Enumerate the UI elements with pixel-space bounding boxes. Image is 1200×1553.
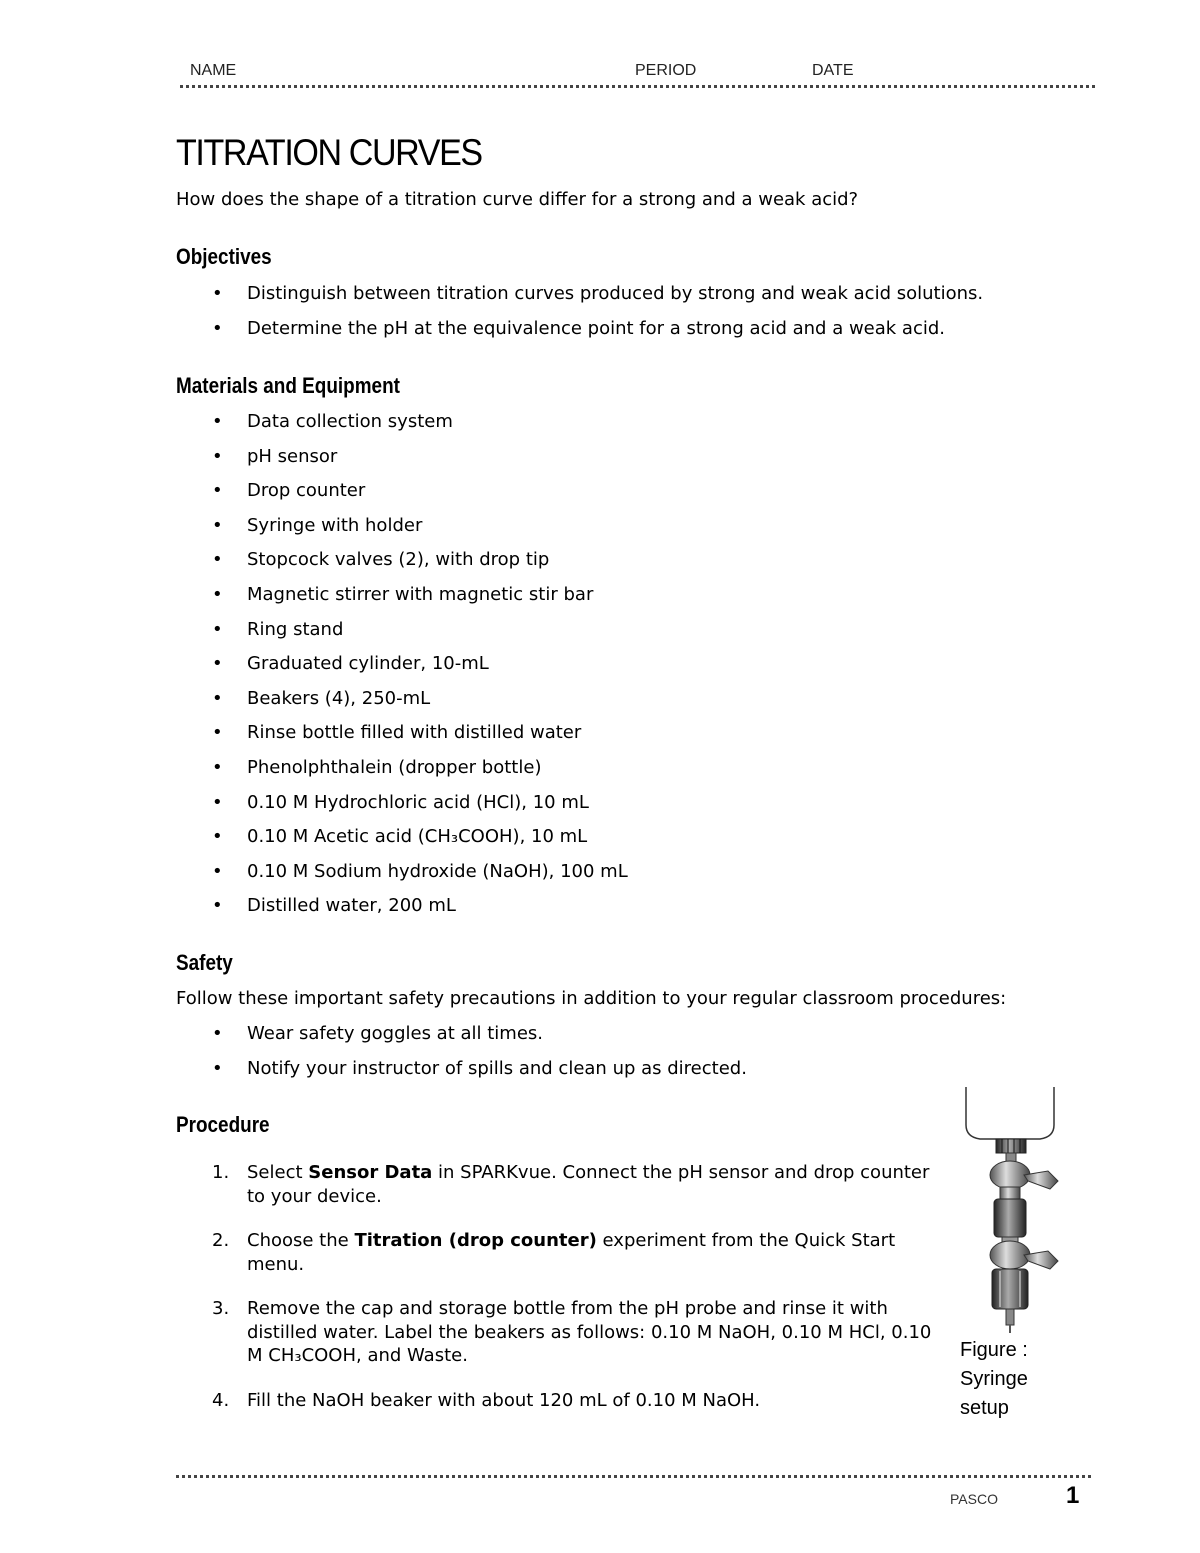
- list-item: • 0.10 M Sodium hydroxide (NaOH), 100 mL: [212, 861, 628, 896]
- page-title: TITRATION CURVES: [176, 132, 482, 173]
- list-item: • Rinse bottle filled with distilled water: [212, 722, 628, 757]
- figure-caption: [960, 1336, 1070, 1423]
- list-item: • 0.10 M Hydrochloric acid (HCl), 10 mL: [212, 792, 628, 827]
- list-item: • Beakers (4), 250-mL: [212, 688, 628, 723]
- footer-brand: PASCO: [950, 1491, 998, 1507]
- procedure-step: [212, 1161, 932, 1208]
- student-info-header: [180, 62, 1095, 86]
- page-number: 1: [1066, 1482, 1080, 1509]
- step-text: Select: [247, 1162, 309, 1183]
- list-item: • Distilled water, 200 mL: [212, 895, 628, 930]
- safety-heading: Safety: [176, 950, 233, 975]
- list-item: • Data collection system: [212, 411, 628, 446]
- list-item: • Phenolphthalein (dropper bottle): [212, 757, 628, 792]
- step-text: Remove the cap and storage bottle from the pH probe and rinse it with distilled water. Label the beakers as follows: 0.10 M NaOH, 0.10 M HCl, 0.10 M CH₃COOH, and Waste.: [247, 1298, 932, 1366]
- syringe-setup-illustration: [950, 1085, 1070, 1335]
- footer-rule: [176, 1475, 1091, 1478]
- list-item: • Distinguish between titration curves produced by strong and weak acid solutions.: [212, 283, 983, 318]
- caption-line: setup: [960, 1397, 1009, 1419]
- step-number: 2.: [212, 1230, 230, 1251]
- step-text: in SPARKvue. Connect the pH sensor and drop counter to your device.: [247, 1162, 930, 1207]
- step-text: experiment from the Quick Start menu.: [247, 1230, 896, 1275]
- step-text: Choose the: [247, 1230, 355, 1251]
- procedure-step: [212, 1389, 932, 1413]
- procedure-steps: [212, 1161, 932, 1433]
- materials-heading: Materials and Equipment: [176, 373, 400, 398]
- list-item: • Stopcock valves (2), with drop tip: [212, 549, 628, 584]
- header-rule: [180, 85, 1095, 88]
- procedure-heading: Procedure: [176, 1112, 270, 1137]
- step-bold-text: Sensor Data: [308, 1162, 433, 1183]
- caption-line: Figure :: [960, 1339, 1028, 1361]
- step-number: 4.: [212, 1389, 230, 1411]
- list-item: • Syringe with holder: [212, 515, 628, 550]
- guiding-question: How does the shape of a titration curve differ for a strong and a weak acid?: [176, 189, 859, 210]
- step-bold-text: Titration (drop counter): [354, 1230, 597, 1251]
- procedure-step: [212, 1229, 932, 1276]
- step-number: 3.: [212, 1298, 230, 1319]
- period-label: PERIOD: [635, 62, 697, 79]
- list-item: • 0.10 M Acetic acid (CH₃COOH), 10 mL: [212, 826, 628, 861]
- list-item: • pH sensor: [212, 446, 628, 481]
- objectives-heading: Objectives: [176, 244, 272, 269]
- list-item: • Magnetic stirrer with magnetic stir bar: [212, 584, 628, 619]
- list-item: • Notify your instructor of spills and clean up as directed.: [212, 1058, 747, 1093]
- list-item: • Determine the pH at the equivalence point for a strong acid and a weak acid.: [212, 318, 983, 353]
- list-item: • Drop counter: [212, 480, 628, 515]
- safety-list: [212, 1023, 747, 1092]
- list-item: • Graduated cylinder, 10-mL: [212, 653, 628, 688]
- step-text: Fill the NaOH beaker with about 120 mL of 0.10 M NaOH.: [247, 1389, 761, 1411]
- date-label: DATE: [812, 62, 854, 79]
- list-item: • Ring stand: [212, 619, 628, 654]
- materials-list: [212, 411, 628, 930]
- objectives-list: [212, 283, 983, 352]
- safety-intro: Follow these important safety precautions in addition to your regular classroom procedures:: [176, 988, 1007, 1009]
- caption-line: Syringe: [960, 1368, 1028, 1390]
- list-item: • Wear safety goggles at all times.: [212, 1023, 747, 1058]
- procedure-step: [212, 1297, 932, 1368]
- name-label: NAME: [190, 62, 237, 79]
- step-number: 1.: [212, 1162, 230, 1183]
